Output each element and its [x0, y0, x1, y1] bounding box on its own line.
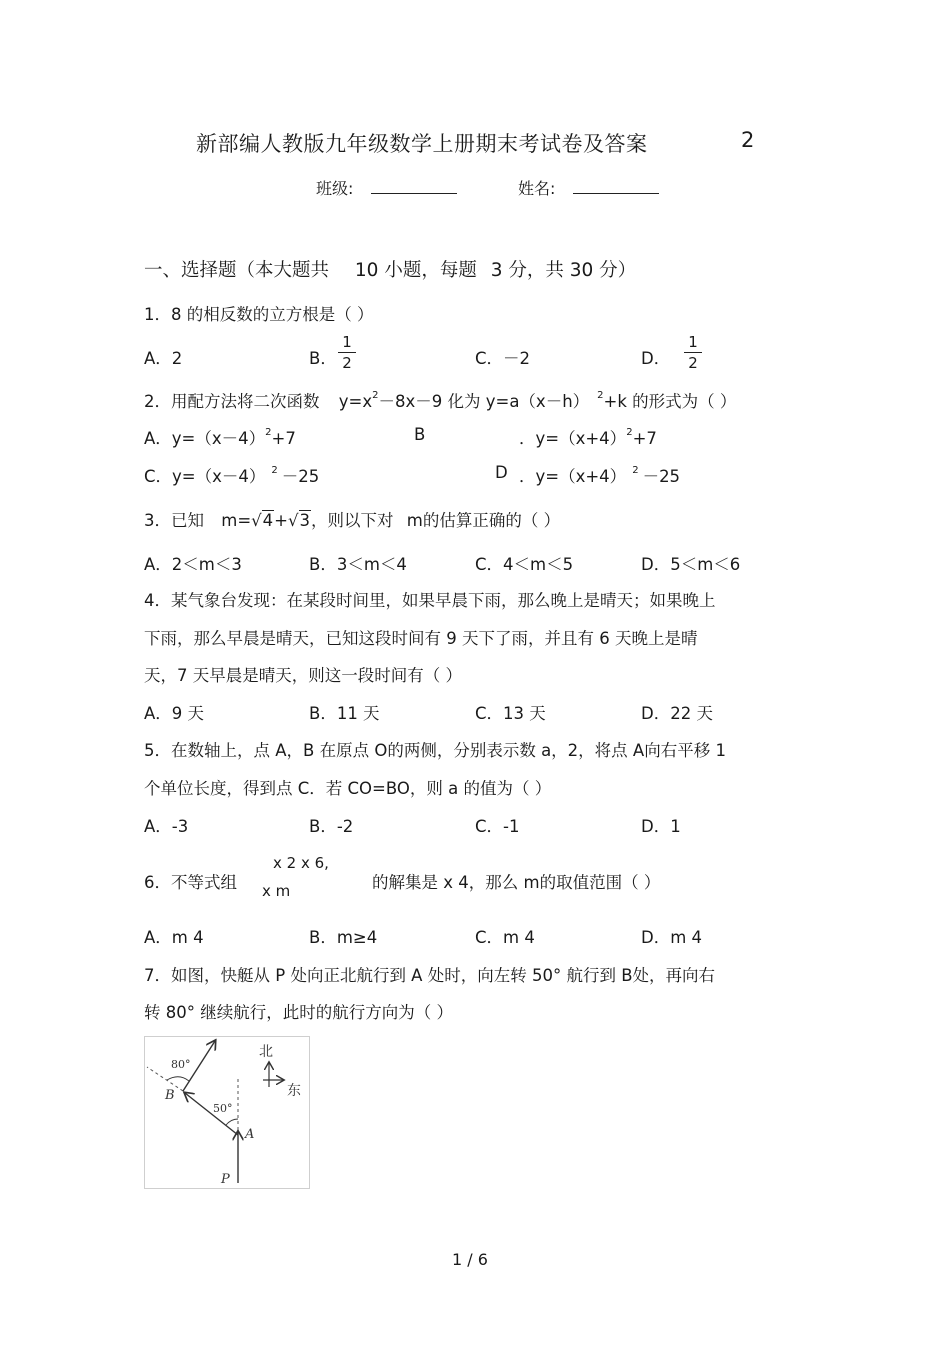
q2-option-b [519, 425, 657, 449]
q3-stem-c: m的估算正确的（ ） [406, 511, 561, 530]
q2-option-b-letter: B [414, 425, 426, 444]
q5-option-d: D．1 [641, 817, 681, 836]
q3-option-a: A．2＜m＜3 [144, 555, 242, 574]
q3-option-d: D．5＜m＜6 [641, 555, 741, 574]
question-4-line-2: 下雨，那么早晨是晴天，已知这段时间有 9 天下了雨，并且有 6 天晚上是晴 [144, 629, 698, 648]
q6-system-line-1: x 2 x 6, [273, 854, 329, 872]
q2-option-a [144, 425, 296, 449]
label-80: 80° [171, 1058, 191, 1071]
q3-stem-a: 3．已知 [144, 511, 204, 530]
label-east: 东 [287, 1083, 301, 1099]
q3-stem-m: m= [221, 511, 252, 530]
section-score: 3 分，共 30 分） [490, 260, 637, 281]
question-6-stem-a: 6．不等式组 [144, 873, 237, 892]
q2-c-text: C．y=（x－4） [144, 467, 266, 486]
sqrt-4: √4 [251, 511, 274, 530]
q1-option-d-letter: D． [641, 349, 671, 368]
q1-option-c: C．－2 [475, 349, 531, 368]
question-5-line-1: 5．在数轴上，点 A，B 在原点 O的两侧，分别表示数 a，2，将点 A向右平移 1 [144, 741, 726, 760]
question-2-stem [144, 388, 736, 412]
question-7-line-2: 转 80° 继续航行，此时的航行方向为（ ） [144, 1003, 453, 1022]
sqrt-4-radicand: 4 [262, 511, 274, 530]
q2-d-square: 2 [632, 465, 639, 476]
q3-plus: + [274, 511, 288, 530]
q2-b-square: 2 [626, 427, 633, 438]
question-7-line-1: 7．如图，快艇从 P 处向正北航行到 A 处时，向左转 50° 航行到 B处，再向右 [144, 966, 716, 985]
sqrt-3-radicand: 3 [299, 511, 311, 530]
question-4-line-3: 天，7 天早晨是晴天，则这一段时间有（ ） [144, 666, 462, 685]
angle-arc-50 [226, 1119, 238, 1125]
q1-d-numerator: 1 [688, 333, 698, 351]
class-blank [371, 175, 457, 194]
section-heading [144, 256, 636, 282]
q4-option-d: D．22 天 [641, 704, 713, 723]
q1-option-d-fraction [684, 334, 702, 371]
q2-option-c [144, 463, 319, 487]
q6-option-b: B．m≥4 [309, 928, 378, 947]
q4-option-a: A．9 天 [144, 704, 205, 723]
q3-option-c: C．4＜m＜5 [475, 555, 574, 574]
q2-option-d [519, 463, 680, 487]
navigation-diagram [145, 1037, 309, 1188]
page-number: 1 / 6 [452, 1250, 488, 1269]
class-field [316, 175, 457, 199]
class-label: 班级: [316, 179, 354, 198]
q2-stem-part-a: 2．用配方法将二次函数 [144, 392, 320, 411]
label-a: A [245, 1127, 255, 1142]
q2-d-text: ．y=（x+4） [519, 467, 627, 486]
q2-stem-part-d: +k 的形式为（ ） [603, 392, 737, 411]
q1-b-numerator: 1 [342, 333, 352, 351]
q5-option-b: B．-2 [309, 817, 354, 836]
angle-arc-80 [167, 1077, 189, 1081]
q2-stem-part-c: －8x－9 化为 y=a（x－h） [378, 392, 590, 411]
q6-option-a: A．m 4 [144, 928, 204, 947]
q1-option-b-letter: B． [309, 349, 337, 368]
label-b: B [165, 1088, 175, 1103]
section-count: 10 小题，每题 [354, 260, 477, 281]
name-blank [573, 175, 659, 194]
q2-a-square: 2 [265, 427, 272, 438]
q4-option-c: C．13 天 [475, 704, 546, 723]
q2-square-2: 2 [597, 390, 604, 401]
q5-option-c: C．-1 [475, 817, 520, 836]
question-3-stem [144, 507, 560, 531]
q2-square-1: 2 [372, 390, 379, 401]
q1-option-b-fraction [338, 334, 356, 371]
q2-c-square: 2 [271, 465, 278, 476]
question-4-line-1: 4．某气象台发现：在某段时间里，如果早晨下雨，那么晚上是晴天；如果晚上 [144, 591, 716, 610]
label-50: 50° [213, 1102, 233, 1115]
q2-a-tail: +7 [271, 429, 296, 448]
section-heading-text: 一、选择题（本大题共 [144, 260, 330, 281]
q3-stem-b: ，则以下对 [311, 511, 394, 530]
label-p: P [221, 1172, 230, 1187]
q1-d-denominator: 2 [688, 354, 698, 372]
question-1-stem: 1．8 的相反数的立方根是（ ） [144, 305, 374, 324]
question-5-line-2: 个单位长度，得到点 C．若 CO=BO，则 a 的值为（ ） [144, 779, 552, 798]
q6-system-line-2: x m [262, 882, 291, 900]
page-title: 新部编人教版九年级数学上册期末考试卷及答案 [196, 132, 648, 156]
q1-b-denominator: 2 [342, 354, 352, 372]
title-number: 2 [741, 128, 755, 152]
q2-b-text: ．y=（x+4） [519, 429, 627, 448]
q6-option-d: D．m 4 [641, 928, 703, 947]
name-field [518, 175, 659, 199]
label-north: 北 [259, 1044, 273, 1060]
question-6-stem-b: 的解集是 x 4，那么 m的取值范围（ ） [372, 873, 661, 892]
name-label: 姓名: [518, 179, 556, 198]
q2-d-tail: －25 [642, 467, 681, 486]
q5-option-a: A．-3 [144, 817, 189, 836]
q2-c-tail: －25 [281, 467, 320, 486]
sqrt-3: √3 [288, 511, 311, 530]
q2-b-tail: +7 [632, 429, 657, 448]
q6-option-c: C．m 4 [475, 928, 535, 947]
q3-option-b: B．3＜m＜4 [309, 555, 407, 574]
q2-a-text: A．y=（x－4） [144, 429, 266, 448]
navigation-figure [144, 1036, 310, 1189]
q1-option-a: A．2 [144, 349, 183, 368]
q4-option-b: B．11 天 [309, 704, 380, 723]
q2-option-d-letter: D [495, 463, 508, 482]
q2-stem-part-b: y=x [338, 392, 373, 411]
